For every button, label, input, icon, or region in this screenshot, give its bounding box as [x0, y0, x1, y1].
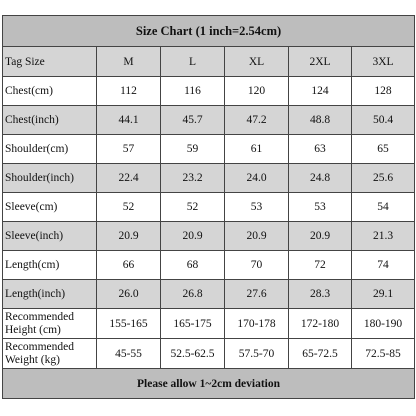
table-row [3, 339, 415, 369]
table-cell: 116 [161, 77, 225, 106]
table-cell: 180-190 [352, 309, 415, 339]
table-row [3, 222, 415, 251]
table-cell: 155-165 [97, 309, 161, 339]
table-cell: 112 [97, 77, 161, 106]
table-cell: 23.2 [161, 164, 225, 193]
table-cell: 68 [161, 251, 225, 280]
table-cell: 25.6 [352, 164, 415, 193]
table-cell: 53 [289, 193, 352, 222]
size-chart [2, 15, 414, 399]
table-cell: 21.3 [352, 222, 415, 251]
table-cell: 72 [289, 251, 352, 280]
table-cell: 50.4 [352, 106, 415, 135]
row-label: Length(cm) [3, 251, 97, 280]
chart-title: Size Chart (1 inch=2.54cm) [3, 16, 415, 47]
tag-size-label: Tag Size [3, 47, 97, 77]
row-label: Shoulder(cm) [3, 135, 97, 164]
table-row [3, 77, 415, 106]
table-cell: 22.4 [97, 164, 161, 193]
row-label: Sleeve(inch) [3, 222, 97, 251]
table-cell: 54 [352, 193, 415, 222]
table-cell: 28.3 [289, 280, 352, 309]
row-label: Shoulder(inch) [3, 164, 97, 193]
row-label: Chest(cm) [3, 77, 97, 106]
size-header-xl: XL [225, 47, 289, 77]
table-row [3, 193, 415, 222]
table-cell: 63 [289, 135, 352, 164]
table-cell: 20.9 [97, 222, 161, 251]
row-label: Chest(inch) [3, 106, 97, 135]
row-label: Length(inch) [3, 280, 97, 309]
table-cell: 52.5-62.5 [161, 339, 225, 369]
table-cell: 48.8 [289, 106, 352, 135]
table-cell: 45.7 [161, 106, 225, 135]
table-cell: 20.9 [161, 222, 225, 251]
table-cell: 61 [225, 135, 289, 164]
table-cell: 170-178 [225, 309, 289, 339]
size-header-3xl: 3XL [352, 47, 415, 77]
table-cell: 20.9 [225, 222, 289, 251]
table-cell: 128 [352, 77, 415, 106]
table-row [3, 106, 415, 135]
table-row [3, 280, 415, 309]
size-chart-table [2, 15, 415, 399]
table-cell: 27.6 [225, 280, 289, 309]
table-cell: 65-72.5 [289, 339, 352, 369]
table-row [3, 309, 415, 339]
table-cell: 52 [97, 193, 161, 222]
row-label: Recommended Weight (kg) [3, 339, 97, 369]
table-cell: 44.1 [97, 106, 161, 135]
size-header-m: M [97, 47, 161, 77]
table-cell: 66 [97, 251, 161, 280]
table-cell: 47.2 [225, 106, 289, 135]
table-cell: 57.5-70 [225, 339, 289, 369]
table-row [3, 135, 415, 164]
table-cell: 53 [225, 193, 289, 222]
table-cell: 74 [352, 251, 415, 280]
table-cell: 124 [289, 77, 352, 106]
table-cell: 72.5-85 [352, 339, 415, 369]
table-cell: 65 [352, 135, 415, 164]
table-row [3, 164, 415, 193]
table-cell: 26.0 [97, 280, 161, 309]
table-cell: 120 [225, 77, 289, 106]
title-row [3, 16, 415, 47]
table-cell: 45-55 [97, 339, 161, 369]
table-cell: 20.9 [289, 222, 352, 251]
table-cell: 70 [225, 251, 289, 280]
row-label: Recommended Height (cm) [3, 309, 97, 339]
table-cell: 165-175 [161, 309, 225, 339]
table-cell: 24.8 [289, 164, 352, 193]
table-cell: 52 [161, 193, 225, 222]
size-header-l: L [161, 47, 225, 77]
size-header-2xl: 2XL [289, 47, 352, 77]
deviation-note: Please allow 1~2cm deviation [3, 369, 415, 399]
footer-row [3, 369, 415, 399]
header-row [3, 47, 415, 77]
table-cell: 59 [161, 135, 225, 164]
table-row [3, 251, 415, 280]
table-cell: 172-180 [289, 309, 352, 339]
table-cell: 26.8 [161, 280, 225, 309]
table-cell: 24.0 [225, 164, 289, 193]
row-label: Sleeve(cm) [3, 193, 97, 222]
table-cell: 29.1 [352, 280, 415, 309]
table-cell: 57 [97, 135, 161, 164]
